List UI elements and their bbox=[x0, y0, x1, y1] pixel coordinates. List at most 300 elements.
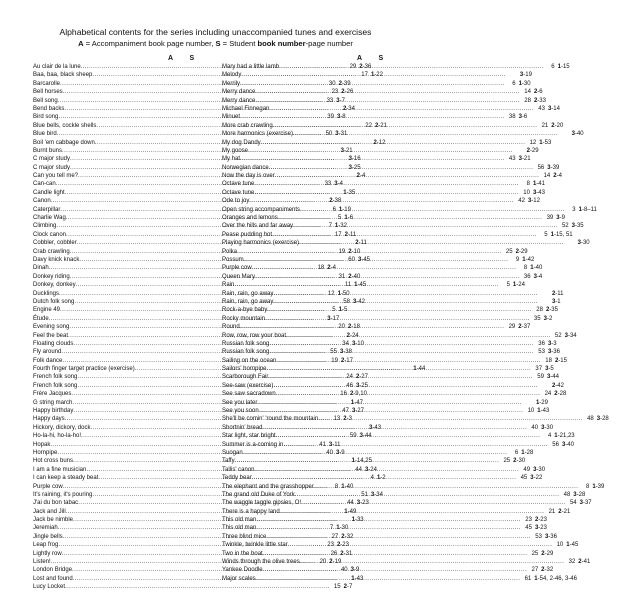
student-page-number: -35 bbox=[574, 223, 584, 230]
student-book-number: 2 bbox=[551, 122, 555, 129]
student-page-number: -53 bbox=[542, 139, 552, 146]
student-ref bbox=[570, 491, 603, 499]
accompaniment-page: 49 bbox=[523, 466, 531, 473]
tune-title: Lightly row bbox=[33, 550, 62, 557]
accompaniment-page: 42 bbox=[518, 198, 525, 205]
accompaniment-page: 56 bbox=[552, 441, 559, 448]
list-item bbox=[222, 315, 553, 323]
header-a: A bbox=[168, 55, 174, 62]
accompaniment-page: 20 bbox=[319, 559, 327, 566]
list-item bbox=[222, 172, 562, 180]
student-ref bbox=[563, 541, 596, 549]
accompaniment-page: 19 bbox=[331, 357, 338, 364]
accompaniment-page: 8 bbox=[585, 483, 590, 490]
tune-title: Davy knick knack bbox=[33, 256, 80, 263]
dot-leader bbox=[288, 541, 553, 549]
student-book-number: 3 bbox=[364, 466, 369, 473]
tune-title: Canon bbox=[33, 198, 51, 205]
tune-title: Barcarolle bbox=[33, 80, 61, 87]
accompaniment-page: 48 bbox=[563, 491, 571, 498]
dot-leader bbox=[269, 105, 534, 113]
accompaniment-page: 4 bbox=[370, 475, 374, 482]
list-item bbox=[222, 189, 545, 197]
accompaniment-page: 7 bbox=[328, 223, 332, 230]
student-ref bbox=[575, 239, 608, 247]
accompaniment-page: 45 bbox=[520, 475, 528, 482]
student-page-number: -23 bbox=[538, 525, 547, 532]
tune-title: C major study bbox=[33, 164, 71, 171]
tune-title: Blue bells, cockle shells bbox=[33, 122, 97, 129]
dot-leader bbox=[273, 298, 538, 306]
student-page-number: -6 bbox=[347, 215, 354, 222]
dot-leader bbox=[273, 290, 538, 298]
student-page-number: -24 bbox=[349, 332, 359, 339]
tune-title: Hornpipe bbox=[33, 449, 58, 456]
accompaniment-page: 6 bbox=[512, 80, 516, 87]
dot-leader bbox=[261, 139, 526, 147]
student-book-number: 2 bbox=[534, 517, 539, 524]
student-ref bbox=[545, 105, 578, 113]
student-page-number: -40 bbox=[565, 441, 574, 448]
student-page-number: -30 bbox=[339, 525, 349, 532]
accompaniment-page: 6 bbox=[514, 449, 519, 456]
tune-title: See you soon bbox=[222, 408, 259, 415]
tune-title: Bend backs bbox=[33, 105, 65, 112]
list-item bbox=[222, 373, 559, 381]
student-page-number: -1 bbox=[555, 298, 561, 305]
dot-leader bbox=[237, 248, 502, 256]
student-ref bbox=[527, 474, 560, 482]
accompaniment-page: 46 bbox=[346, 382, 353, 389]
tune-title: Taffy bbox=[222, 458, 235, 465]
tune-title: Major scales bbox=[222, 575, 256, 582]
student-page-number: -22 bbox=[374, 72, 383, 79]
dot-leader bbox=[276, 432, 541, 440]
student-ref bbox=[527, 264, 560, 272]
student-book-number: 1 bbox=[537, 408, 541, 415]
right-entry-list bbox=[222, 63, 609, 583]
tune-title: Jingle bells bbox=[33, 533, 63, 540]
student-ref bbox=[530, 466, 563, 474]
student-page-number: -9 bbox=[559, 215, 565, 222]
dot-leader bbox=[299, 239, 564, 247]
student-page-number: -45 bbox=[569, 542, 579, 549]
tune-title: Happy birthday bbox=[33, 408, 74, 415]
list-item bbox=[222, 231, 573, 239]
student-page-number: -32 bbox=[344, 533, 354, 540]
accompaniment-page: 59 bbox=[537, 374, 544, 381]
accompaniment-page: 12 bbox=[529, 139, 537, 146]
accompaniment-page: 26 bbox=[330, 550, 338, 557]
tune-title: Dinah bbox=[33, 265, 49, 272]
student-book-number: 3 bbox=[527, 198, 532, 205]
accompaniment-page: 10 bbox=[523, 189, 530, 196]
tune-title: There is a happy land bbox=[222, 508, 280, 515]
student-page-number: -15 bbox=[560, 64, 570, 70]
accompaniment-page: 40 bbox=[531, 424, 539, 431]
dot-leader bbox=[276, 390, 541, 398]
student-book-number: 2 bbox=[558, 508, 562, 515]
student-page-number: -5 bbox=[341, 307, 348, 314]
tune-title: Ode to joy bbox=[222, 198, 250, 205]
student-ref bbox=[538, 550, 571, 558]
student-book-number: 1 bbox=[344, 508, 348, 515]
tune-title: Feel the beat bbox=[33, 332, 69, 339]
accompaniment-page: 18 bbox=[545, 357, 552, 364]
student-book-number: 1 bbox=[351, 575, 355, 582]
list-item bbox=[222, 348, 560, 356]
dot-leader bbox=[240, 113, 505, 121]
list-item bbox=[222, 449, 534, 457]
left-column-header bbox=[33, 54, 209, 63]
student-page-number: -42 bbox=[356, 298, 365, 305]
student-page-number: -12 bbox=[376, 139, 386, 146]
list-item bbox=[222, 541, 579, 549]
student-page-number: -32 bbox=[544, 567, 554, 574]
student-book-number: 2 bbox=[327, 265, 331, 272]
student-page-number: -38 bbox=[343, 349, 352, 356]
list-item bbox=[222, 206, 597, 214]
student-book-number: 1 bbox=[370, 72, 375, 79]
tune-title: Rocky mountain bbox=[222, 315, 266, 322]
student-page-number: -24 bbox=[368, 466, 377, 473]
list-item bbox=[222, 566, 554, 574]
student-page-number: -21,23 bbox=[557, 433, 575, 440]
student-page-number: -43 bbox=[372, 424, 382, 431]
student-ref bbox=[555, 63, 588, 71]
tune-title: Merry dance bbox=[222, 89, 256, 96]
list-item bbox=[222, 407, 550, 415]
dot-leader bbox=[265, 315, 530, 323]
tune-title: Round bbox=[222, 324, 240, 331]
tune-title: Row, row, row your boat bbox=[222, 332, 287, 339]
accompaniment-page: 3 bbox=[572, 206, 576, 213]
student-book-number: 1 bbox=[376, 475, 381, 482]
student-ref bbox=[549, 298, 582, 306]
student-ref bbox=[532, 516, 565, 524]
student-ref bbox=[515, 323, 548, 331]
dot-leader bbox=[240, 323, 505, 331]
list-item bbox=[222, 139, 552, 147]
student-book-number: 1 bbox=[351, 517, 355, 524]
accompaniment-page: 23 bbox=[331, 89, 339, 96]
dot-leader bbox=[283, 441, 548, 449]
accompaniment-page: 9 bbox=[515, 256, 520, 263]
student-page-number: -30 bbox=[521, 80, 531, 87]
dot-leader bbox=[293, 130, 558, 138]
tune-title: My goose bbox=[222, 147, 249, 154]
student-book-number: 3 bbox=[348, 164, 352, 171]
student-page-number: -23 bbox=[538, 517, 547, 524]
student-book-number: 1 bbox=[592, 483, 596, 490]
tune-title: I am a fine musician bbox=[33, 466, 87, 473]
student-book-number: 1 bbox=[578, 206, 582, 213]
tune-title: The grand old Duke of York bbox=[222, 491, 295, 498]
student-book-number: 2 bbox=[526, 147, 530, 154]
student-page-number: -28 bbox=[600, 416, 609, 423]
student-book-number: 1 bbox=[557, 64, 561, 70]
accompaniment-page: 54 bbox=[569, 500, 577, 507]
tune-title: Scarborough Fair bbox=[222, 374, 269, 381]
student-ref bbox=[531, 575, 577, 583]
accompaniment-page: 55 bbox=[330, 349, 337, 356]
tune-title: Queen Mary bbox=[222, 273, 256, 280]
student-page-number: -41 bbox=[536, 181, 545, 188]
dot-leader bbox=[269, 348, 534, 356]
student-book-number: 2 bbox=[340, 357, 345, 364]
student-page-number: -33 bbox=[537, 97, 546, 104]
accompaniment-page: 10 bbox=[556, 542, 564, 549]
accompaniment-page: 52 bbox=[554, 332, 562, 339]
tune-title: Frère Jacques bbox=[33, 391, 72, 398]
list-item bbox=[222, 575, 577, 583]
student-ref bbox=[513, 248, 546, 256]
student-book-number: 2 bbox=[342, 105, 347, 112]
student-page-number: -17 bbox=[344, 357, 353, 364]
student-book-number: 3 bbox=[335, 449, 340, 456]
student-ref bbox=[531, 273, 564, 281]
tune-title: Winds through the olive trees bbox=[222, 559, 300, 566]
student-page-number: -9 bbox=[353, 567, 360, 574]
tune-title: My dog Dandy bbox=[222, 139, 261, 146]
student-page-number: -36 bbox=[551, 349, 560, 356]
student-book-number: 3 bbox=[340, 147, 344, 154]
student-book-number: 3 bbox=[579, 500, 583, 507]
student-ref bbox=[525, 197, 558, 205]
student-book-number: 2 bbox=[356, 173, 360, 180]
student-book-number: 2 bbox=[518, 324, 522, 331]
list-item bbox=[222, 415, 609, 423]
student-page-number: -44 bbox=[362, 433, 372, 440]
student-page-number: -28 bbox=[524, 449, 534, 456]
list-item bbox=[222, 550, 554, 558]
list-item bbox=[222, 113, 528, 121]
accompaniment-page: 25 bbox=[505, 248, 513, 255]
student-page-number: -43 bbox=[536, 189, 545, 196]
accompaniment-page: 22 bbox=[365, 122, 372, 129]
list-item bbox=[222, 256, 535, 264]
student-book-number: 2 bbox=[554, 357, 559, 364]
dot-leader bbox=[234, 281, 499, 289]
accompaniment-page: 45 bbox=[525, 525, 532, 532]
tune-title: Jack be nimble bbox=[33, 517, 74, 524]
dot-leader bbox=[255, 273, 520, 281]
dot-leader bbox=[241, 71, 506, 79]
dot-leader bbox=[254, 189, 519, 197]
tune-title: Burnt buns bbox=[33, 147, 63, 154]
tune-title: Bird song bbox=[33, 114, 59, 121]
accompaniment-page: 29 bbox=[349, 64, 357, 70]
student-book-number: 2 bbox=[348, 273, 352, 280]
tune-title: Jack and Jill bbox=[33, 508, 66, 515]
list-item bbox=[222, 399, 548, 407]
student-book-number: 3 bbox=[336, 114, 341, 121]
student-ref bbox=[550, 172, 583, 180]
dot-leader bbox=[263, 550, 528, 558]
student-page-number: -10 bbox=[355, 340, 364, 347]
student-book-number: 2 bbox=[578, 559, 582, 566]
accompaniment-page: 43 bbox=[508, 156, 516, 163]
tune-title: See you later bbox=[222, 399, 258, 406]
tune-title: Baa, baa, black sheep bbox=[33, 72, 93, 79]
accompaniment-page: 6 bbox=[332, 206, 336, 213]
student-book-number: 3 bbox=[370, 491, 375, 498]
tune-title: Au clair de la lune bbox=[33, 64, 81, 70]
student-page-number: -11 bbox=[332, 441, 341, 448]
student-page-number: -4 bbox=[330, 265, 336, 272]
key-s-text-2: -page number bbox=[305, 39, 353, 48]
student-page-number: -29 bbox=[518, 248, 528, 255]
dot-leader bbox=[268, 373, 533, 381]
accompaniment-page: 14 bbox=[543, 173, 551, 180]
tune-title: Happy days bbox=[33, 416, 65, 423]
student-book-number: 1 bbox=[532, 181, 537, 188]
student-book-number: 2 bbox=[340, 550, 344, 557]
student-book-number: 1 bbox=[338, 307, 342, 314]
student-page-number: -36 bbox=[362, 64, 372, 70]
student-page-number: -45 bbox=[361, 256, 370, 263]
student-page-number: -29 bbox=[544, 550, 554, 557]
student-page-number: -20 bbox=[554, 122, 564, 129]
tune-title: Folk dance bbox=[33, 357, 63, 364]
student-page-number: -6 bbox=[537, 89, 543, 96]
tune-title: Suogan bbox=[222, 449, 243, 456]
accompaniment-page: 4 bbox=[547, 433, 552, 440]
list-item bbox=[222, 516, 547, 524]
student-book-number: 1 bbox=[413, 366, 417, 373]
tune-title: Yankee Doodle bbox=[222, 567, 263, 574]
tune-title: London Bridge bbox=[33, 567, 73, 574]
student-ref bbox=[531, 88, 564, 96]
tune-title: Octave tune bbox=[222, 189, 255, 196]
dot-leader bbox=[255, 88, 520, 96]
tune-title: Sailors' hornpipe bbox=[222, 366, 267, 373]
student-book-number: 2 bbox=[343, 416, 347, 423]
dot-leader bbox=[240, 155, 505, 163]
accompaniment-page: 44 bbox=[355, 466, 362, 473]
list-item bbox=[222, 164, 560, 172]
accompaniment-page: 58 bbox=[343, 298, 350, 305]
tune-title: More crab crawling bbox=[222, 122, 273, 129]
student-ref bbox=[517, 71, 550, 79]
student-ref bbox=[518, 449, 551, 457]
accompaniment-page: 8 bbox=[334, 483, 339, 490]
key-s: S bbox=[215, 39, 221, 48]
student-book-number: 2 bbox=[355, 240, 359, 247]
list-item bbox=[222, 382, 564, 390]
student-page-number: -12 bbox=[531, 198, 540, 205]
student-page-number: -39 bbox=[595, 483, 605, 490]
student-ref bbox=[559, 441, 592, 449]
list-item bbox=[222, 323, 531, 331]
student-book-number: 3 bbox=[530, 475, 534, 482]
accompaniment-page: 53 bbox=[538, 349, 545, 356]
list-item bbox=[222, 197, 540, 205]
tune-title: Donkey riding bbox=[33, 273, 70, 280]
student-page-number: -29 bbox=[529, 147, 539, 154]
accompaniment-page: 8 bbox=[523, 265, 528, 272]
dot-leader bbox=[252, 474, 517, 482]
tune-title: Michael Finnegan bbox=[222, 105, 270, 112]
list-item bbox=[222, 466, 546, 474]
student-page-number: -49 bbox=[347, 508, 357, 515]
student-page-number: -35 bbox=[346, 189, 356, 196]
accompaniment-page: 20 bbox=[338, 324, 345, 331]
tune-title: Three blind mice bbox=[222, 533, 267, 540]
tune-title: Playing harmonics (exercise) bbox=[222, 240, 300, 247]
right-column-header bbox=[222, 54, 398, 63]
student-book-number: 3 bbox=[352, 298, 357, 305]
accompaniment-page: 32 bbox=[568, 559, 576, 566]
accompaniment-page: 18 bbox=[317, 265, 325, 272]
student-page-number: -34 bbox=[374, 491, 383, 498]
student-page-number: -26 bbox=[344, 89, 354, 96]
student-book-number: 3 bbox=[359, 433, 363, 440]
list-item bbox=[222, 273, 543, 281]
accompaniment-page: 38 bbox=[508, 114, 516, 121]
student-book-number: 3 bbox=[543, 315, 547, 322]
header-a: A bbox=[357, 55, 363, 62]
student-book-number: 2 bbox=[341, 89, 345, 96]
student-page-number: -31 bbox=[343, 550, 353, 557]
dot-leader bbox=[278, 214, 543, 222]
header-s: S bbox=[378, 55, 384, 62]
accompaniment-page: 35 bbox=[533, 315, 541, 322]
student-page-number: -40 bbox=[533, 265, 543, 272]
accompaniment-page: 16 bbox=[340, 391, 347, 398]
student-book-number: 1 bbox=[338, 206, 343, 213]
tune-title: Evening song bbox=[33, 324, 70, 331]
dot-leader bbox=[269, 164, 534, 172]
tune-title: Melody bbox=[222, 72, 242, 79]
student-ref bbox=[544, 373, 577, 381]
student-page-number: -27 bbox=[359, 374, 368, 381]
tune-title: More harmonics (exercise) bbox=[222, 131, 294, 138]
student-page-number: -34 bbox=[567, 332, 577, 339]
list-item bbox=[222, 239, 590, 247]
student-book-number: 3 bbox=[533, 466, 537, 473]
tune-title: Tallis' canon bbox=[222, 466, 255, 473]
list-item bbox=[222, 71, 532, 79]
accompaniment-page: 19 bbox=[338, 248, 346, 255]
dot-leader bbox=[263, 566, 528, 574]
student-page-number: -3 bbox=[551, 340, 557, 347]
tune-title: Summer is a-coming in bbox=[222, 441, 284, 448]
student-book-number: 1 bbox=[336, 525, 340, 532]
student-ref bbox=[516, 113, 549, 121]
student-book-number: 3 bbox=[546, 374, 551, 381]
student-book-number: 2 bbox=[551, 382, 556, 389]
accompaniment-page: 14 bbox=[524, 89, 531, 96]
student-ref bbox=[562, 332, 595, 340]
tune-title: Octave tune bbox=[222, 181, 255, 188]
student-book-number: 3 bbox=[356, 500, 361, 507]
student-book-number: 3 bbox=[369, 424, 373, 431]
dot-leader bbox=[259, 407, 524, 415]
student-book-number: 1 bbox=[566, 542, 570, 549]
student-page-number: -47 bbox=[354, 399, 363, 406]
dot-leader bbox=[255, 466, 520, 474]
accompaniment-page: 28 bbox=[524, 97, 531, 104]
student-page-number: -25 bbox=[359, 382, 368, 389]
student-page-number: -34 bbox=[346, 105, 355, 112]
student-page-number: -29 bbox=[539, 399, 548, 406]
accompaniment-page: 34 bbox=[342, 340, 349, 347]
tune-title: This old man bbox=[222, 525, 257, 532]
student-page-number: -31 bbox=[338, 131, 348, 138]
tune-title: Open string accompaniments bbox=[222, 206, 301, 213]
student-book-number: 1 bbox=[539, 139, 543, 146]
